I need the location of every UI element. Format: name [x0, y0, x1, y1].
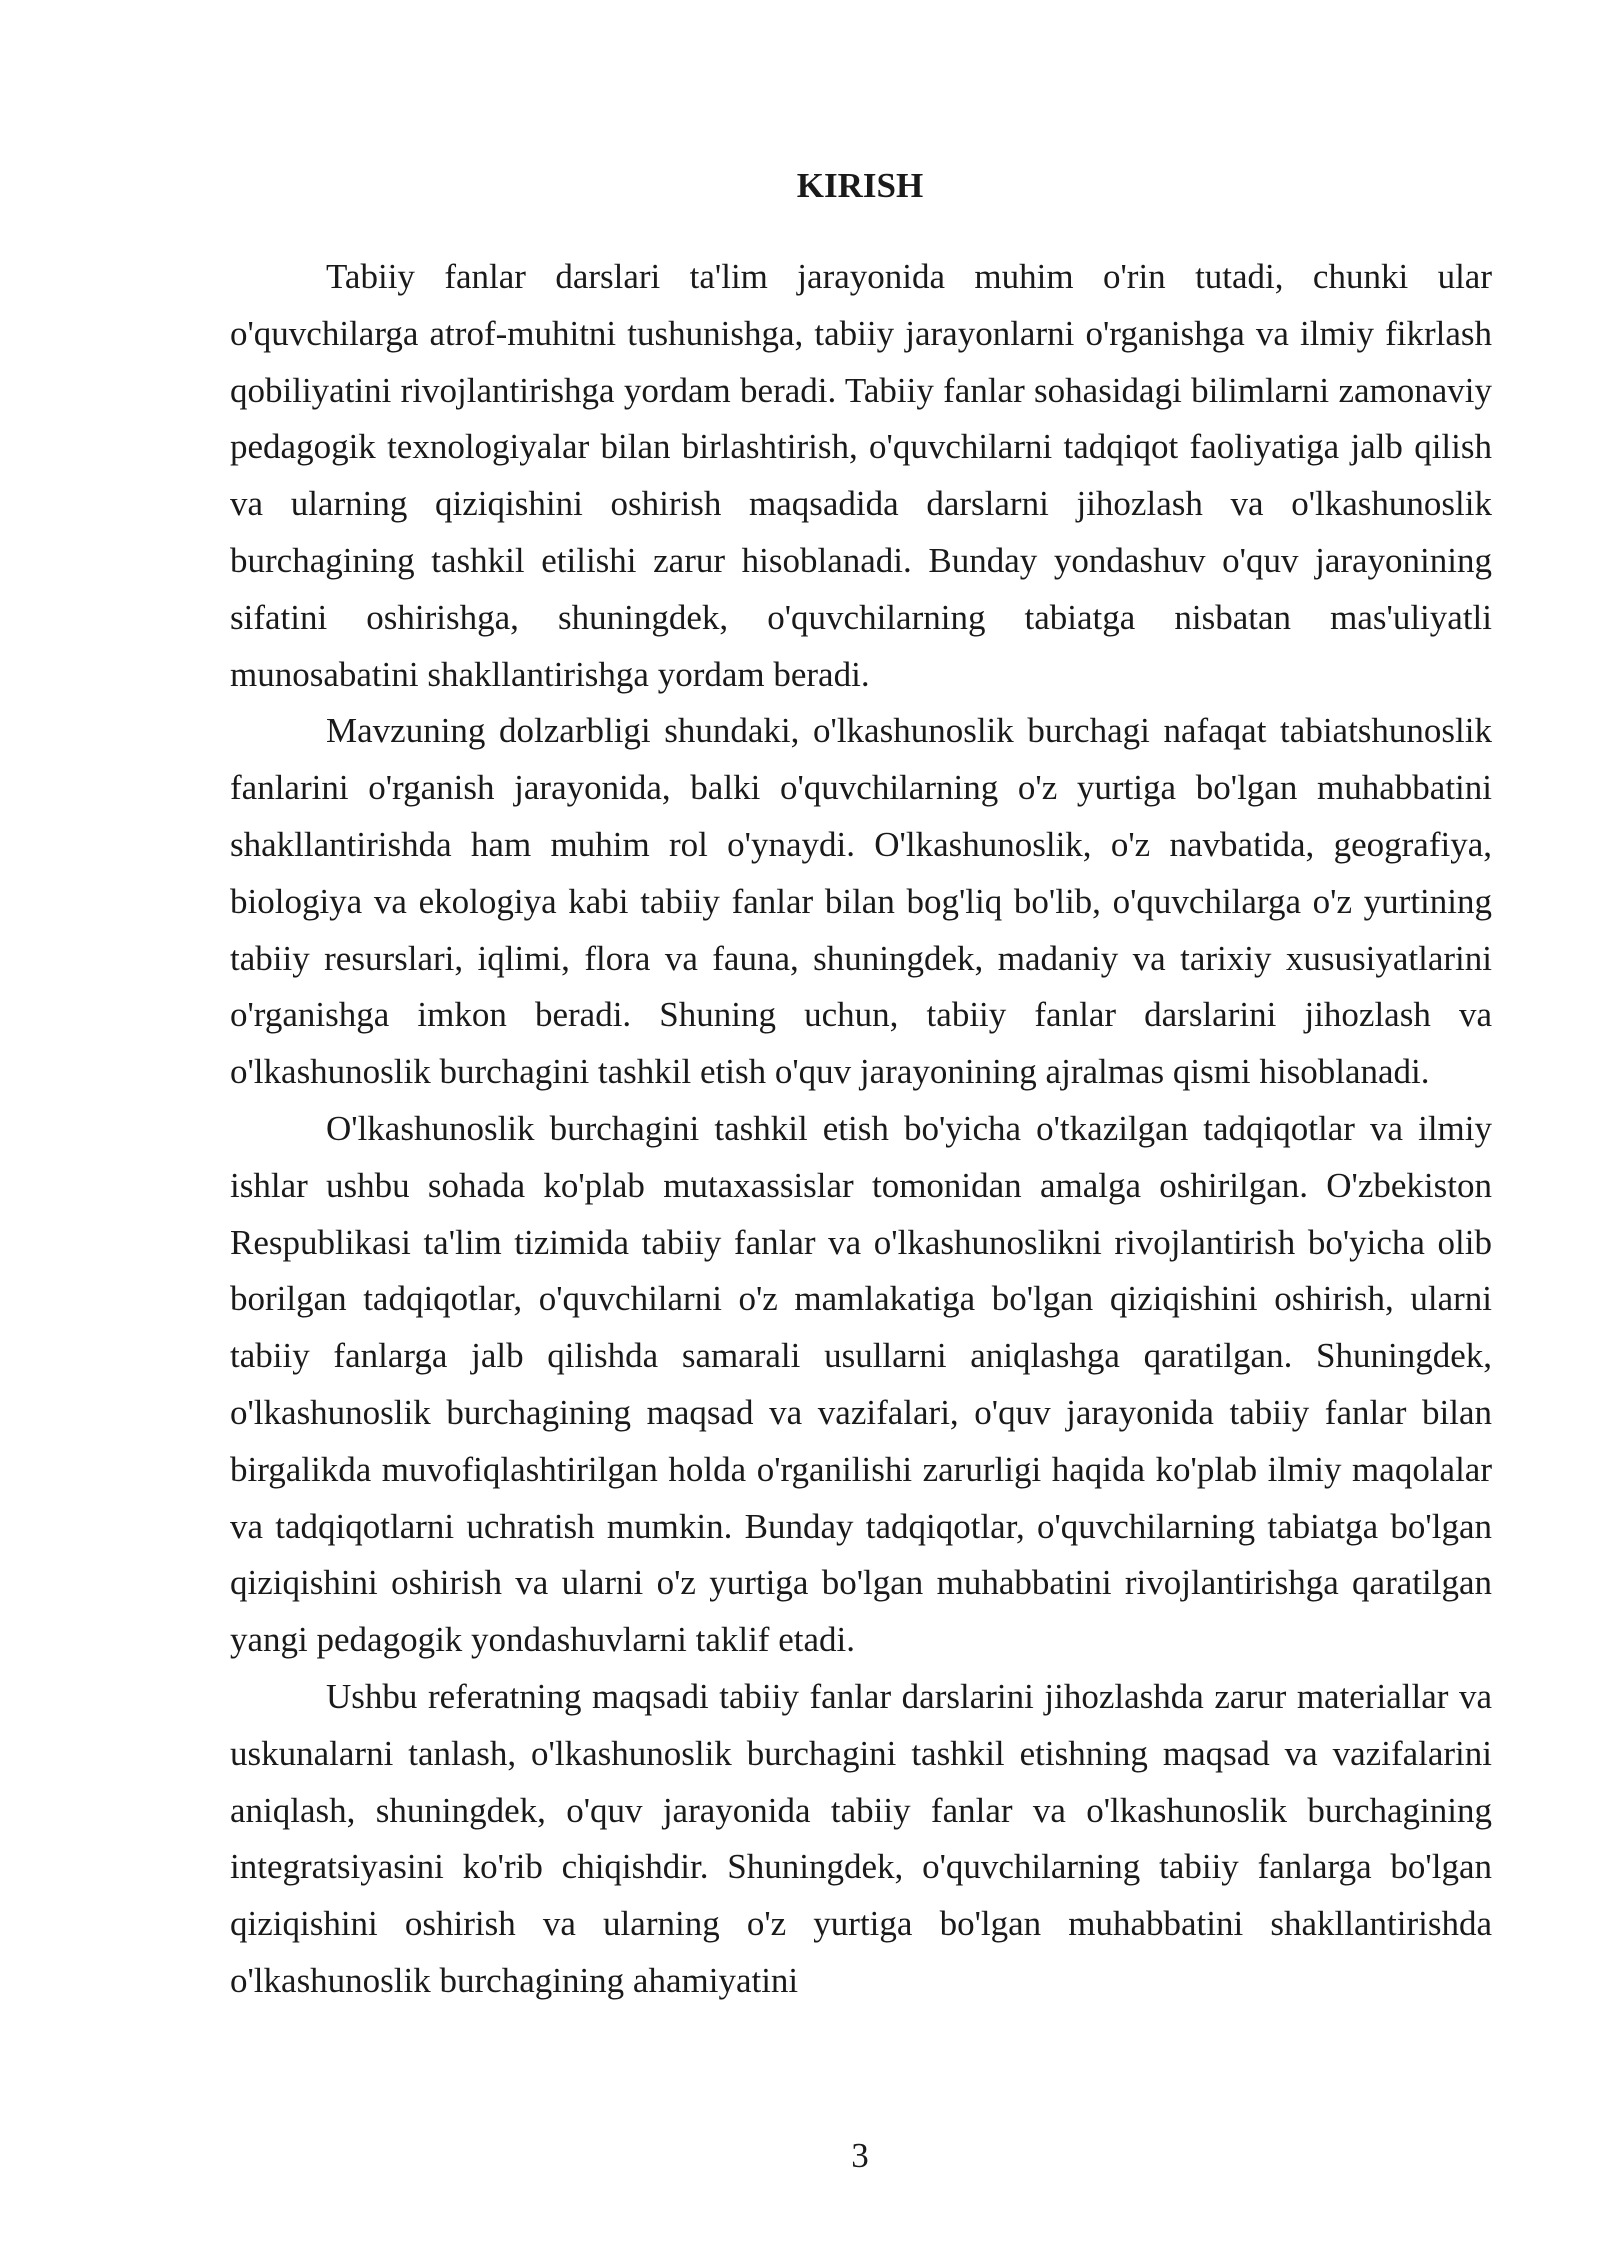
paragraph-3: O'lkashunoslik burchagini tashkil etish bo'yicha o'tkazilgan tadqiqotlar va ilmiy ishlar ushbu sohada ko'plab mutaxassislar tomonidan amalga oshirilgan. O'zbekiston Respublikasi ta'lim tizimida tabiiy fanlar va o'lkashunoslikni rivojlantirish bo'yicha olib borilgan tadqiqotlar, o'quvchilarni o'z mamlakatiga bo'lgan qiziqishini oshirish, ularni tabiiy fanlarga jalb qilishda samarali usullarni aniqlashga qaratilgan. Shuningdek, o'lkashunoslik burchagining maqsad va vazifalari, o'quv jarayonida tabiiy fanlar bilan birgalikda muvofiqlashtirilgan holda o'rganilishi zarurligi haqida ko'plab ilmiy maqolalar va tadqiqotlarni uchratish mumkin. Bunday tadqiqotlar, o'quvchilarning tabiatga bo'lgan qiziqishini oshirish va ularni o'z yurtiga bo'lgan muhabbatini rivojlantirishga qaratilgan yangi pedagogik yondashuvlarni taklif etadi.: [230, 1108, 1492, 1660]
page-title: KIRISH: [796, 166, 924, 205]
paragraph-1: Tabiiy fanlar darslari ta'lim jarayonida muhim o'rin tutadi, chunki ular o'quvchilarga atrof-muhitni tushunishga, tabiiy jarayonlarni o'rganishga va ilmiy fikrlash qobiliyatini rivojlantirishga yordam beradi. Tabiiy fanlar sohasidagi bilimlarni zamonaviy pedagogik texnologiyalar bilan birlashtirish, o'quvchilarni tadqiqot faoliyatiga jalb qilish va ularning qiziqishini oshirish maqsadida darslarni jihozlash va o'lkashunoslik burchagining tashkil etilishi zarur hisoblanadi. Bunday yondashuv o'quv jarayonining sifatini oshirishga, shuningdek, o'quvchilarning tabiatga nisbatan mas'uliyatli munosabatini shakllantirishga yordam beradi.: [230, 257, 1492, 694]
paragraph-4: Ushbu referatning maqsadi tabiiy fanlar darslarini jihozlashda zarur materiallar va uskunalarni tanlash, o'lkashunoslik burchagini tashkil etishning maqsad va vazifalarini aniqlash, shuningdek, o'quv jarayonida tabiiy fanlar va o'lkashunoslik burchagining integratsiyasini ko'rib chiqishdir. Shuningdek, o'quvchilarning tabiiy fanlarga bo'lgan qiziqishini oshirish va ularning o'z yurtiga bo'lgan muhabbatini shakllantirishda o'lkashunoslik burchagining ahamiyatini: [230, 1676, 1492, 2000]
paragraph-2: Mavzuning dolzarbligi shundaki, o'lkashunoslik burchagi nafaqat tabiatshunoslik fanlarini o'rganish jarayonida, balki o'quvchilarning o'z yurtiga bo'lgan muhabbatini shakllantirishda ham muhim rol o'ynaydi. O'lkashunoslik, o'z navbatida, geografiya, biologiya va ekologiya kabi tabiiy fanlar bilan bog'liq bo'lib, o'quvchilarga o'z yurtining tabiiy resurslari, iqlimi, flora va fauna, shuningdek, madaniy va tarixiy xususiyatlarini o'rganishga imkon beradi. Shuning uchun, tabiiy fanlar darslarini jihozlash va o'lkashunoslik burchagini tashkil etish o'quv jarayonining ajralmas qismi hisoblanadi.: [230, 711, 1492, 1092]
page-number: 3: [851, 2136, 869, 2175]
body-text: [230, 249, 1492, 2010]
